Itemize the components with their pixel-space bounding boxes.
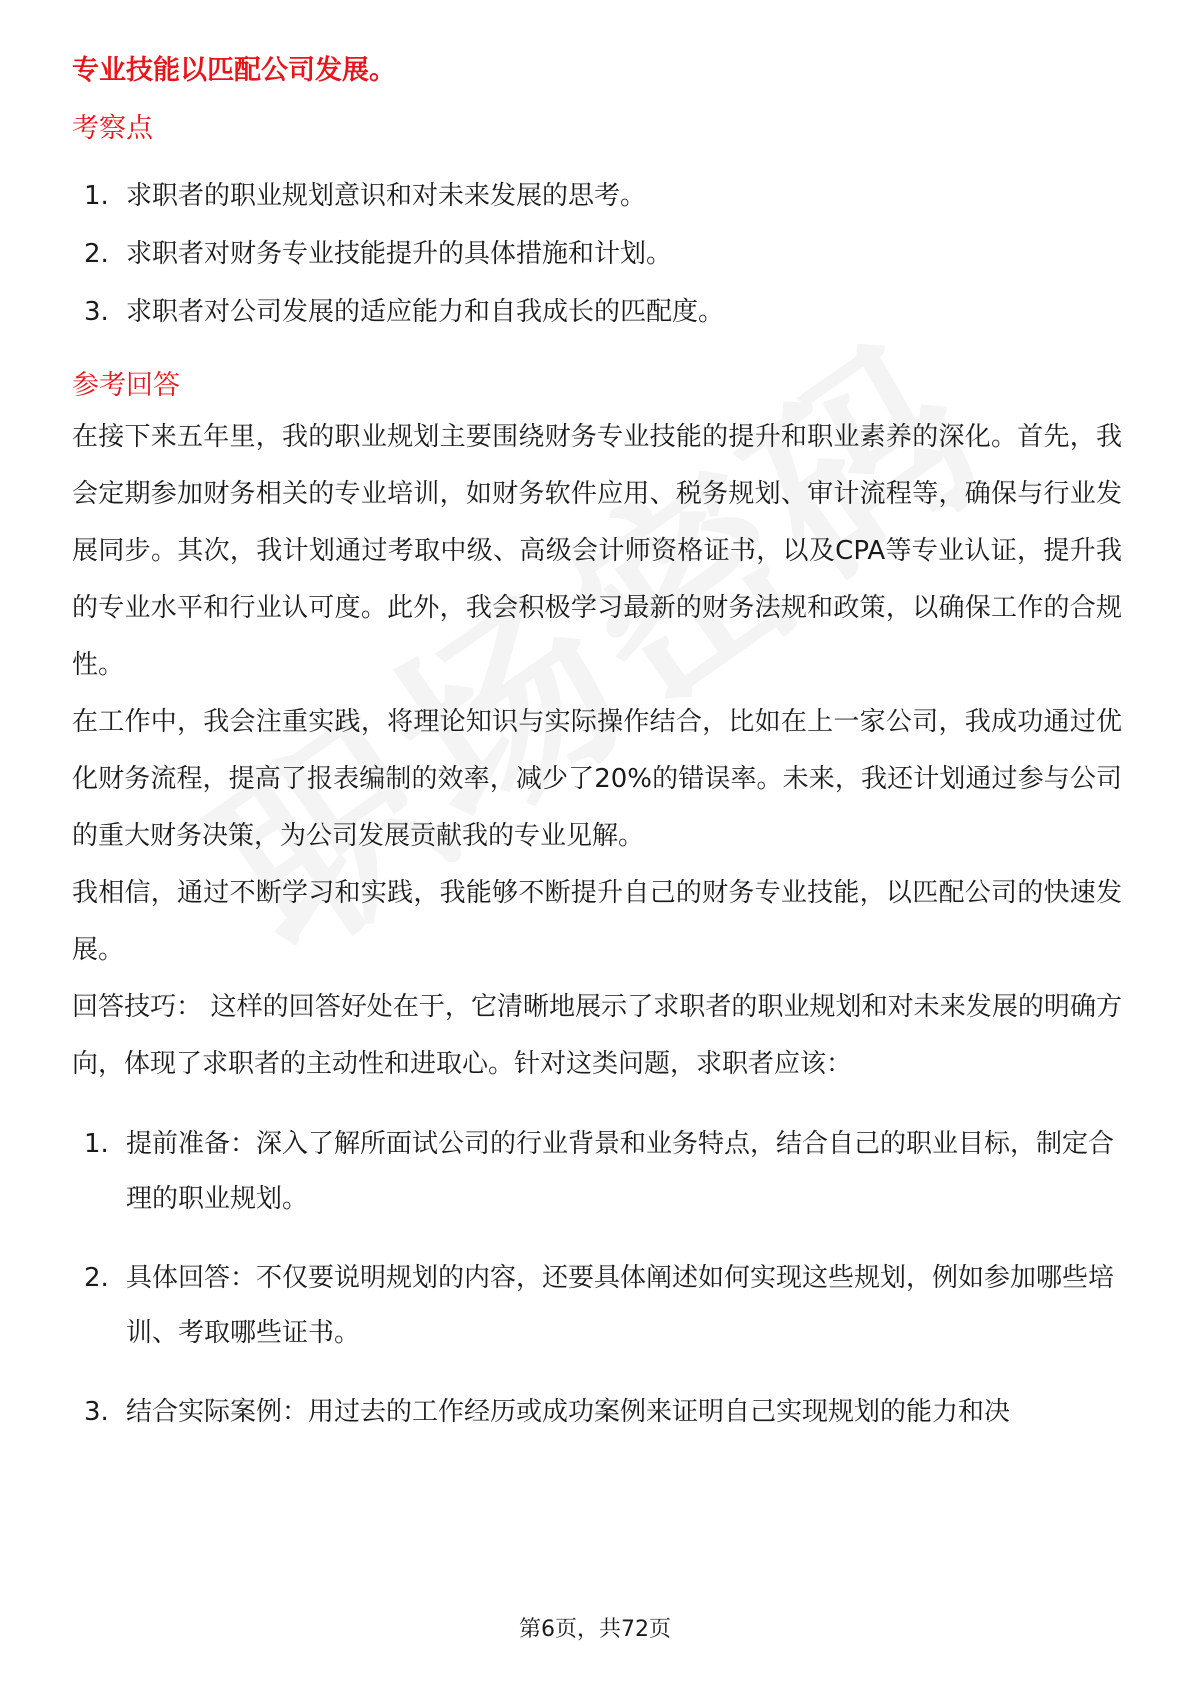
answer-paragraph: 我相信，通过不断学习和实践，我能够不断提升自己的财务专业技能，以匹配公司的快速发展。 xyxy=(72,878,1122,965)
list-text: 结合实际案例：用过去的工作经历或成功案例来证明自己实现规划的能力和决 xyxy=(126,1397,1011,1427)
list-item xyxy=(72,232,1122,277)
page-number: 第6页，共72页 xyxy=(519,1617,671,1642)
list-text: 求职者对公司发展的适应能力和自我成长的匹配度。 xyxy=(126,297,725,327)
list-number: 1. xyxy=(84,181,109,211)
answer-paragraph: 在接下来五年里，我的职业规划主要围绕财务专业技能的提升和职业素养的深化。首先，我会定期参加财务相关的专业培训，如财务软件应用、税务规划、审计流程等，确保与行业发展同步。其次，我计划通过考取中级、高级会计师资格证书，以及CPA等专业认证，提升我的专业水平和行业认可度。此外，我会积极学习最新的财务法规和政策，以确保工作的合规性。 xyxy=(72,422,1122,680)
list-number: 2. xyxy=(84,239,109,269)
section-heading-answer: 参考回答 xyxy=(72,370,180,401)
list-number: 2. xyxy=(84,1263,109,1293)
list-item xyxy=(72,1385,1122,1440)
answer-tips-intro: 回答技巧： 这样的回答好处在于，它清晰地展示了求职者的职业规划和对未来发展的明确方向，体现了求职者的主动性和进取心。针对这类问题，求职者应该： xyxy=(72,992,1122,1079)
list-item xyxy=(72,290,1122,335)
list-number: 1. xyxy=(84,1129,109,1159)
section-heading-points: 考察点 xyxy=(72,113,153,144)
list-item xyxy=(72,1251,1122,1361)
answer-paragraph: 在工作中，我会注重实践，将理论知识与实际操作结合，比如在上一家公司，我成功通过优化财务流程，提高了报表编制的效率，减少了20%的错误率。未来，我还计划通过参与公司的重大财务决策，为公司发展贡献我的专业见解。 xyxy=(72,707,1122,851)
list-text: 求职者对财务专业技能提升的具体措施和计划。 xyxy=(126,239,673,269)
list-number: 3. xyxy=(84,1397,109,1427)
list-text: 具体回答：不仅要说明规划的内容，还要具体阐述如何实现这些规划，例如参加哪些培训、考取哪些证书。 xyxy=(126,1263,1115,1348)
list-item xyxy=(72,174,1122,219)
continued-line: 专业技能以匹配公司发展。 xyxy=(72,55,396,86)
list-text: 提前准备：深入了解所面试公司的行业背景和业务特点，结合自己的职业目标，制定合理的职业规划。 xyxy=(126,1129,1115,1214)
list-number: 3. xyxy=(84,297,109,327)
list-text: 求职者的职业规划意识和对未来发展的思考。 xyxy=(126,181,647,211)
list-item xyxy=(72,1117,1122,1227)
page-content xyxy=(72,48,1122,1464)
tips-list xyxy=(72,1117,1122,1440)
points-list xyxy=(72,174,1122,335)
